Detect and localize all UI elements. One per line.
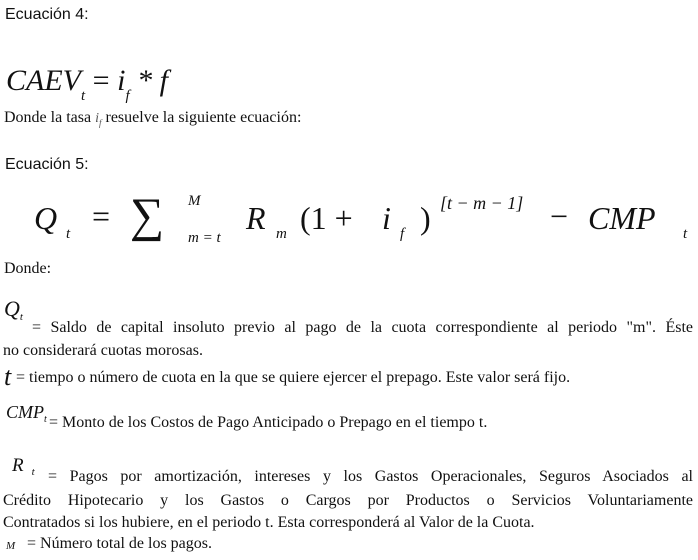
rate-subscript: f (125, 88, 130, 104)
def-q-line1: = Saldo de capital insoluto previo al pago de la cuota correspondiente al periodo "m". Éste (32, 319, 693, 336)
def-m-text: = Número total de los pagos. (27, 535, 212, 552)
def-m-symbol: M (6, 540, 16, 552)
eq4-rest: * f (137, 64, 168, 97)
eq5-equals: = (92, 198, 111, 234)
eq5-minus: − (550, 198, 569, 234)
where-label: Donde: (4, 260, 52, 277)
def-r-line2: Crédito Hipotecario y los Gastos o Cargos por Productos o Servicios Voluntariamente (3, 492, 693, 509)
caev-symbol: CAEV (6, 64, 81, 97)
sum-upper-limit: M (188, 193, 201, 209)
rate-inline-symbol: $i_f$ (95, 111, 102, 128)
sum-symbol: ∑ (130, 189, 165, 242)
r-subscript: m (276, 226, 287, 242)
rate-symbol: i (117, 64, 126, 97)
cmp-symbol: CMP (588, 200, 656, 236)
one-plus: (1 + (300, 200, 353, 236)
eq5-rate-symbol: i (382, 200, 391, 236)
r-symbol: R (246, 200, 266, 236)
def-cmp-text: = Monto de los Costos de Pago Anticipado o Prepago en el tiempo t. (49, 414, 488, 431)
equation-5-heading: Ecuación 5: (5, 156, 89, 173)
def-r-line1: = Pagos por amortización, intereses y los Gastos Operacionales, Seguros Asociados al (48, 468, 693, 485)
eq4-equals: = (92, 64, 110, 97)
q-subscript: t (66, 226, 71, 242)
sum-lower-limit: m = t (188, 230, 221, 246)
rate-desc-before: Donde la tasa (4, 109, 92, 126)
def-r-line3: Contratados si los hubiere, en el periodo t. Esta corresponderá al Valor de la Cuota. (3, 514, 535, 531)
equation-5 (0, 0, 698, 260)
caev-subscript: t (81, 88, 86, 104)
q-symbol: Q (34, 200, 58, 236)
exponent: [t − m − 1] (440, 193, 524, 213)
cmp-subscript: t (683, 226, 688, 242)
def-q-symbol: $Q_t$ (4, 296, 23, 324)
close-paren: ) (420, 200, 431, 236)
def-t-symbol: t (4, 362, 12, 391)
equation-4-heading: Ecuación 4: (5, 6, 89, 23)
def-cmp-symbol: $CMP_t$ (6, 402, 47, 426)
def-r-symbol: R $_t$ (12, 455, 35, 479)
rate-desc-after: resuelve la siguiente ecuación: (105, 109, 302, 126)
def-t-text: = tiempo o número de cuota en la que se quiere ejercer el prepago. Este valor será fijo. (16, 369, 571, 386)
def-q-line2: no considerará cuotas morosas. (3, 342, 203, 359)
eq5-rate-subscript: f (400, 226, 405, 242)
